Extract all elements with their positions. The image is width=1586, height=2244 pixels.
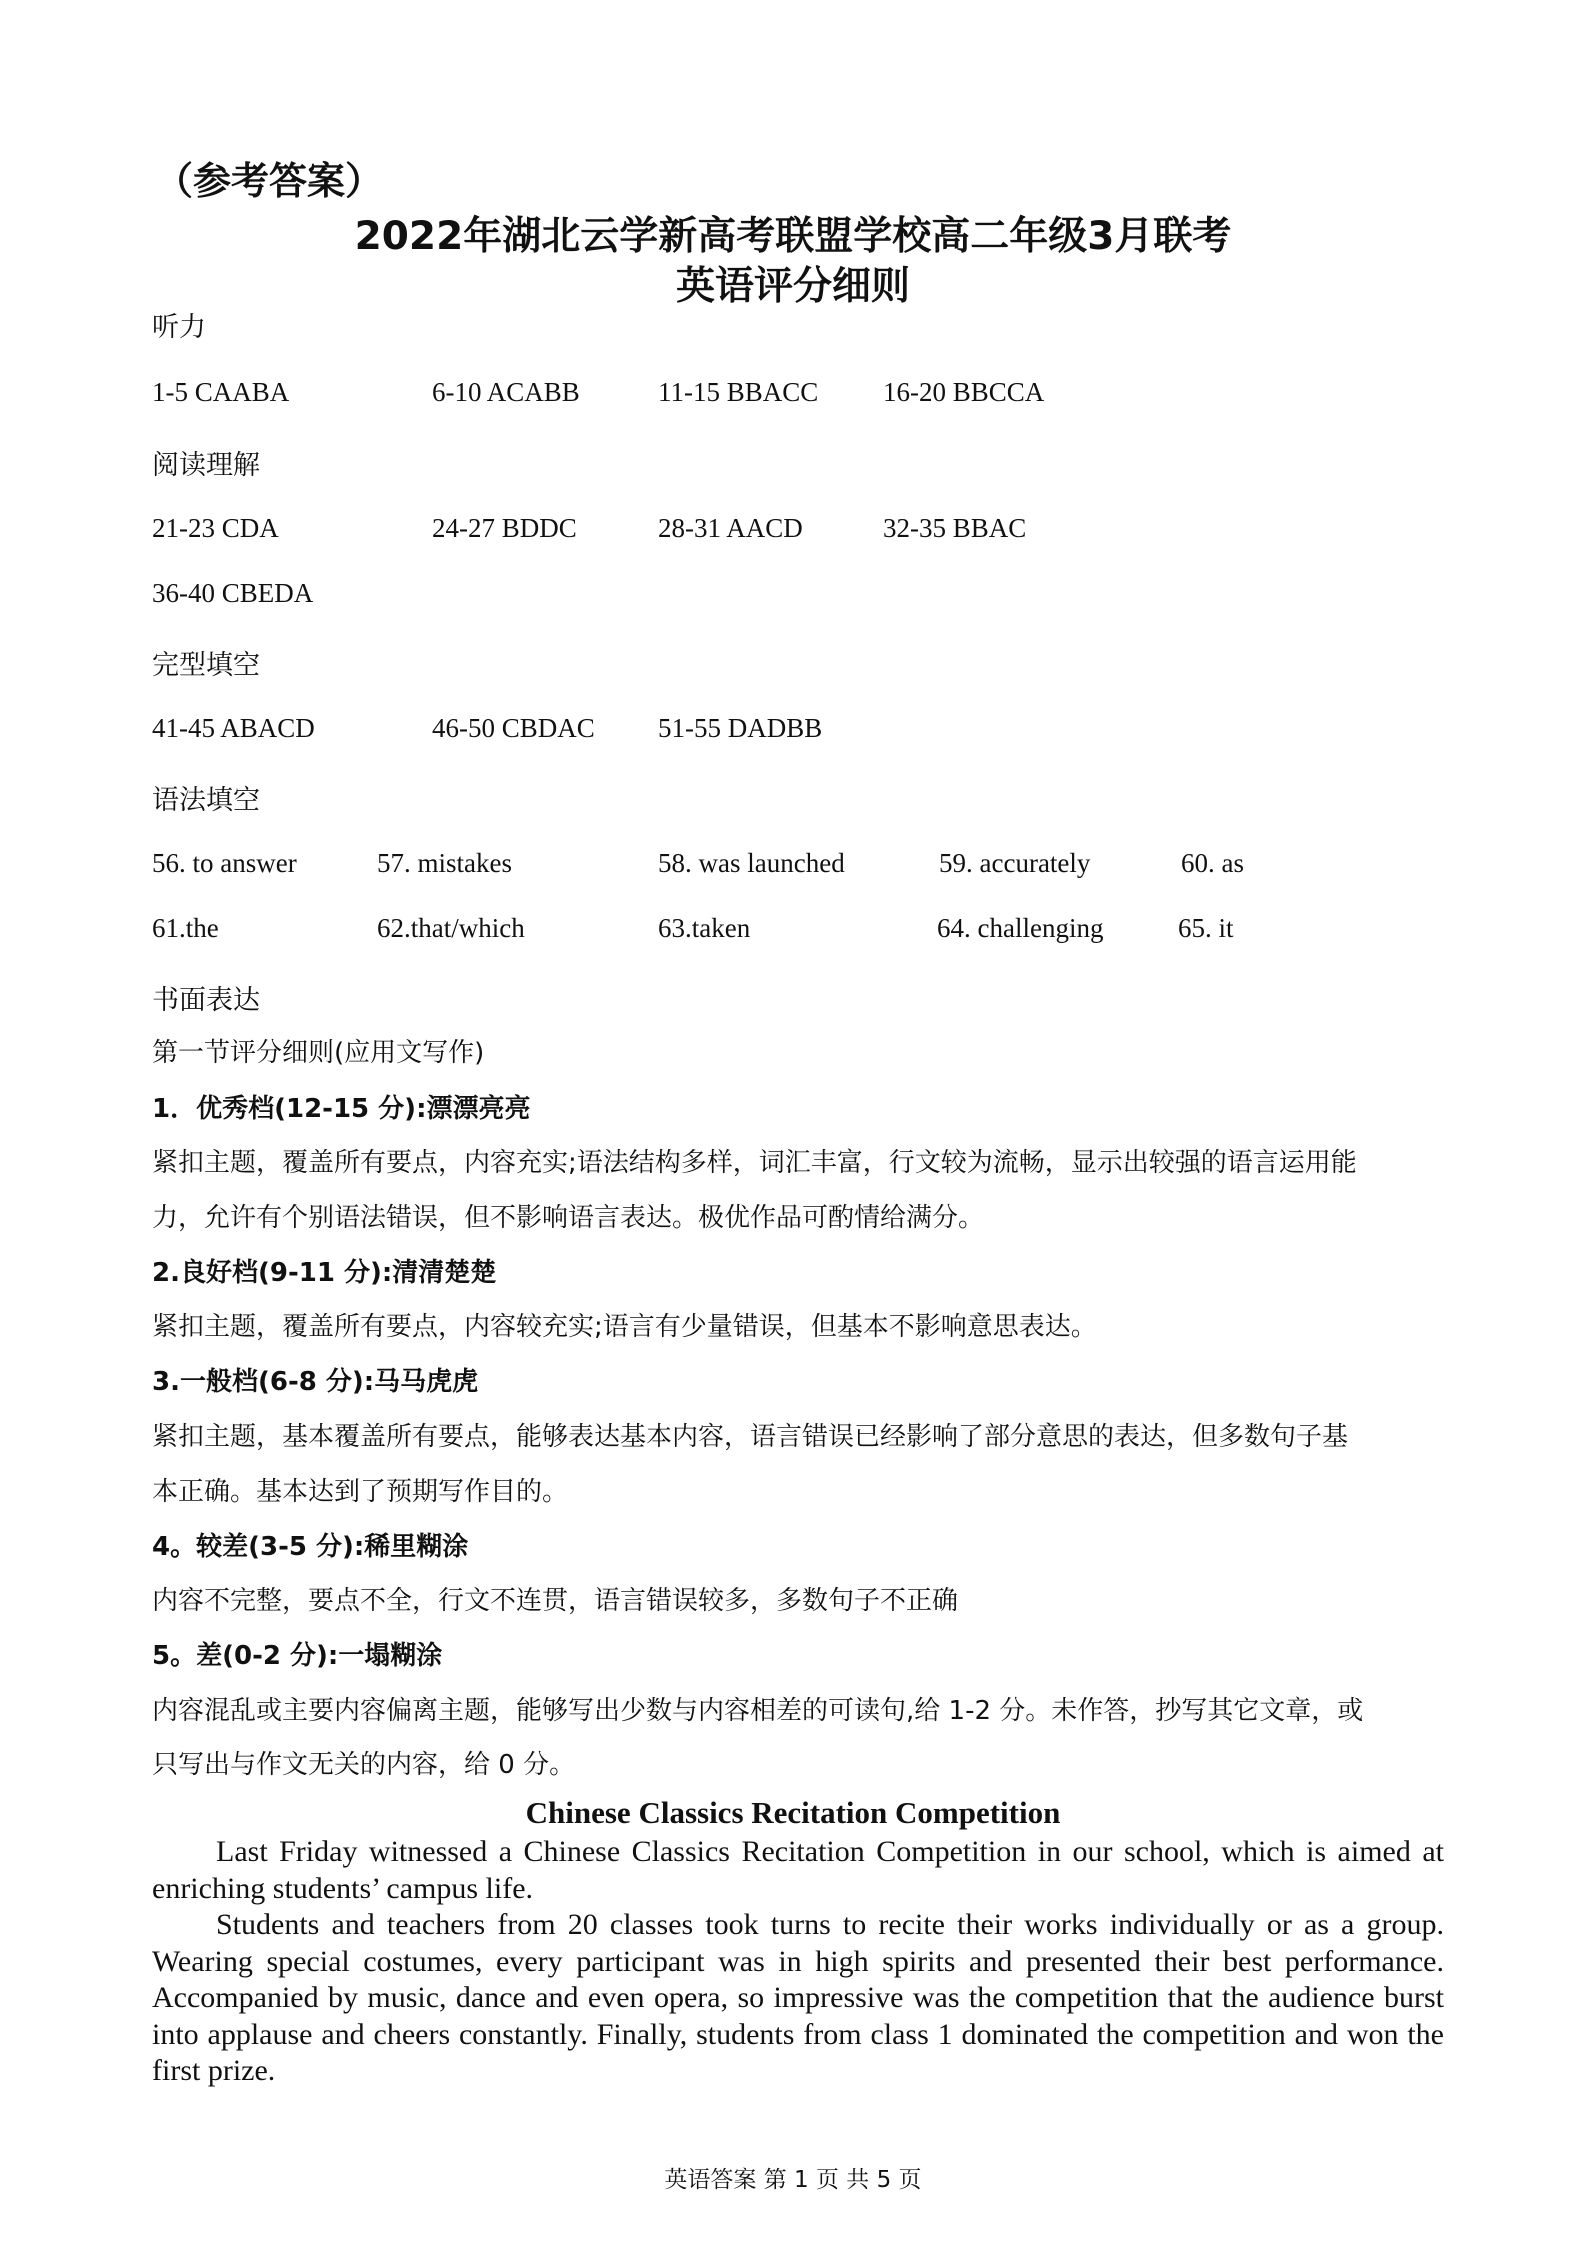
answer-group: 6-10 ACABB [432,377,580,407]
grade-description-line: 本正确。基本达到了预期写作目的。 [152,1477,569,1507]
grammar-answer: 59. accurately [939,848,1091,878]
reference-answer-label: （参考答案） [155,159,384,203]
grade-description-line: 紧扣主题，覆盖所有要点，内容较充实;语言有少量错误，但基本不影响意思表达。 [152,1312,1097,1342]
essay-title: Chinese Classics Recitation Competition [525,1795,1061,1830]
essay-paragraph: Students and teachers from 20 classes took turns to recite their works individually or as a group. Wearing special costumes, every participant was in high spirits and presented their best performance. Accompanied by music, dance and even opera, so impressive was the competition that the audience burst into applause and cheers constantly. Finally, students from class 1 dominated the competition and won the first prize. [152,1908,1444,2087]
grade-description-line: 紧扣主题，基本覆盖所有要点，能够表达基本内容，语言错误已经影响了部分意思的表达，但多数句子基 [152,1422,1349,1452]
answer-group: 36-40 CBEDA [152,578,314,608]
page-footer: 英语答案 第 1 页 共 5 页 [664,2167,922,2193]
grade-heading: 3.一般档(6-8 分):马马虎虎 [152,1367,479,1397]
grade-description-line: 力，允许有个别语法错误，但不影响语言表达。极优作品可酌情给满分。 [152,1203,985,1233]
answer-group: 24-27 BDDC [432,513,577,543]
answer-group: 1-5 CAABA [152,377,290,407]
listening-label: 听力 [152,312,206,343]
grade-description-line: 只写出与作文无关的内容，给 0 分。 [152,1750,576,1780]
reading-label: 阅读理解 [152,450,260,481]
cloze-label: 完型填空 [152,650,260,681]
grade-heading: 1．优秀档(12-15 分):漂漂亮亮 [152,1094,531,1124]
essay-paragraph: Last Friday witnessed a Chinese Classics Recitation Competition in our school, which is aimed at enriching students’ campus life. [152,1835,1444,1905]
grade-description-line: 内容不完整，要点不全，行文不连贯，语言错误较多，多数句子不正确 [152,1586,959,1616]
grammar-answer: 61.the [152,913,219,943]
answer-group: 11-15 BBACC [658,377,819,407]
grade-heading: 5。差(0-2 分):一塌糊涂 [152,1641,443,1671]
grammar-label: 语法填空 [152,785,260,816]
grade-heading: 2.良好档(9-11 分):清清楚楚 [152,1258,497,1288]
grammar-answer: 57. mistakes [377,848,512,878]
answer-group: 16-20 BBCCA [883,377,1045,407]
grade-heading: 4。较差(3-5 分):稀里糊涂 [152,1532,469,1562]
grammar-answer: 63.taken [658,913,751,943]
grammar-answer: 60. as [1181,848,1244,878]
answer-group: 32-35 BBAC [883,513,1027,543]
grammar-answer: 58. was launched [658,848,845,878]
exam-title: 2022年湖北云学新高考联盟学校高二年级3月联考 [354,214,1232,259]
grammar-answer: 64. challenging [937,913,1104,943]
grade-description-line: 紧扣主题，覆盖所有要点，内容充实;语法结构多样，词汇丰富，行文较为流畅，显示出较强的语言运用能 [152,1148,1357,1178]
answer-group: 46-50 CBDAC [432,713,595,743]
grade-description-line: 内容混乱或主要内容偏离主题，能够写出少数与内容相差的可读句,给 1-2 分。未作答，抄写其它文章，或 [152,1696,1364,1726]
answer-group: 21-23 CDA [152,513,279,543]
answer-group: 28-31 AACD [658,513,803,543]
writing-label: 书面表达 [152,985,260,1016]
document-title: 英语评分细则 [675,264,910,309]
grammar-answer: 62.that/which [377,913,525,943]
writing-subtitle: 第一节评分细则(应用文写作) [152,1038,485,1068]
answer-group: 51-55 DADBB [658,713,823,743]
grammar-answer: 56. to answer [152,848,297,878]
answer-group: 41-45 ABACD [152,713,315,743]
grammar-answer: 65. it [1178,913,1234,943]
